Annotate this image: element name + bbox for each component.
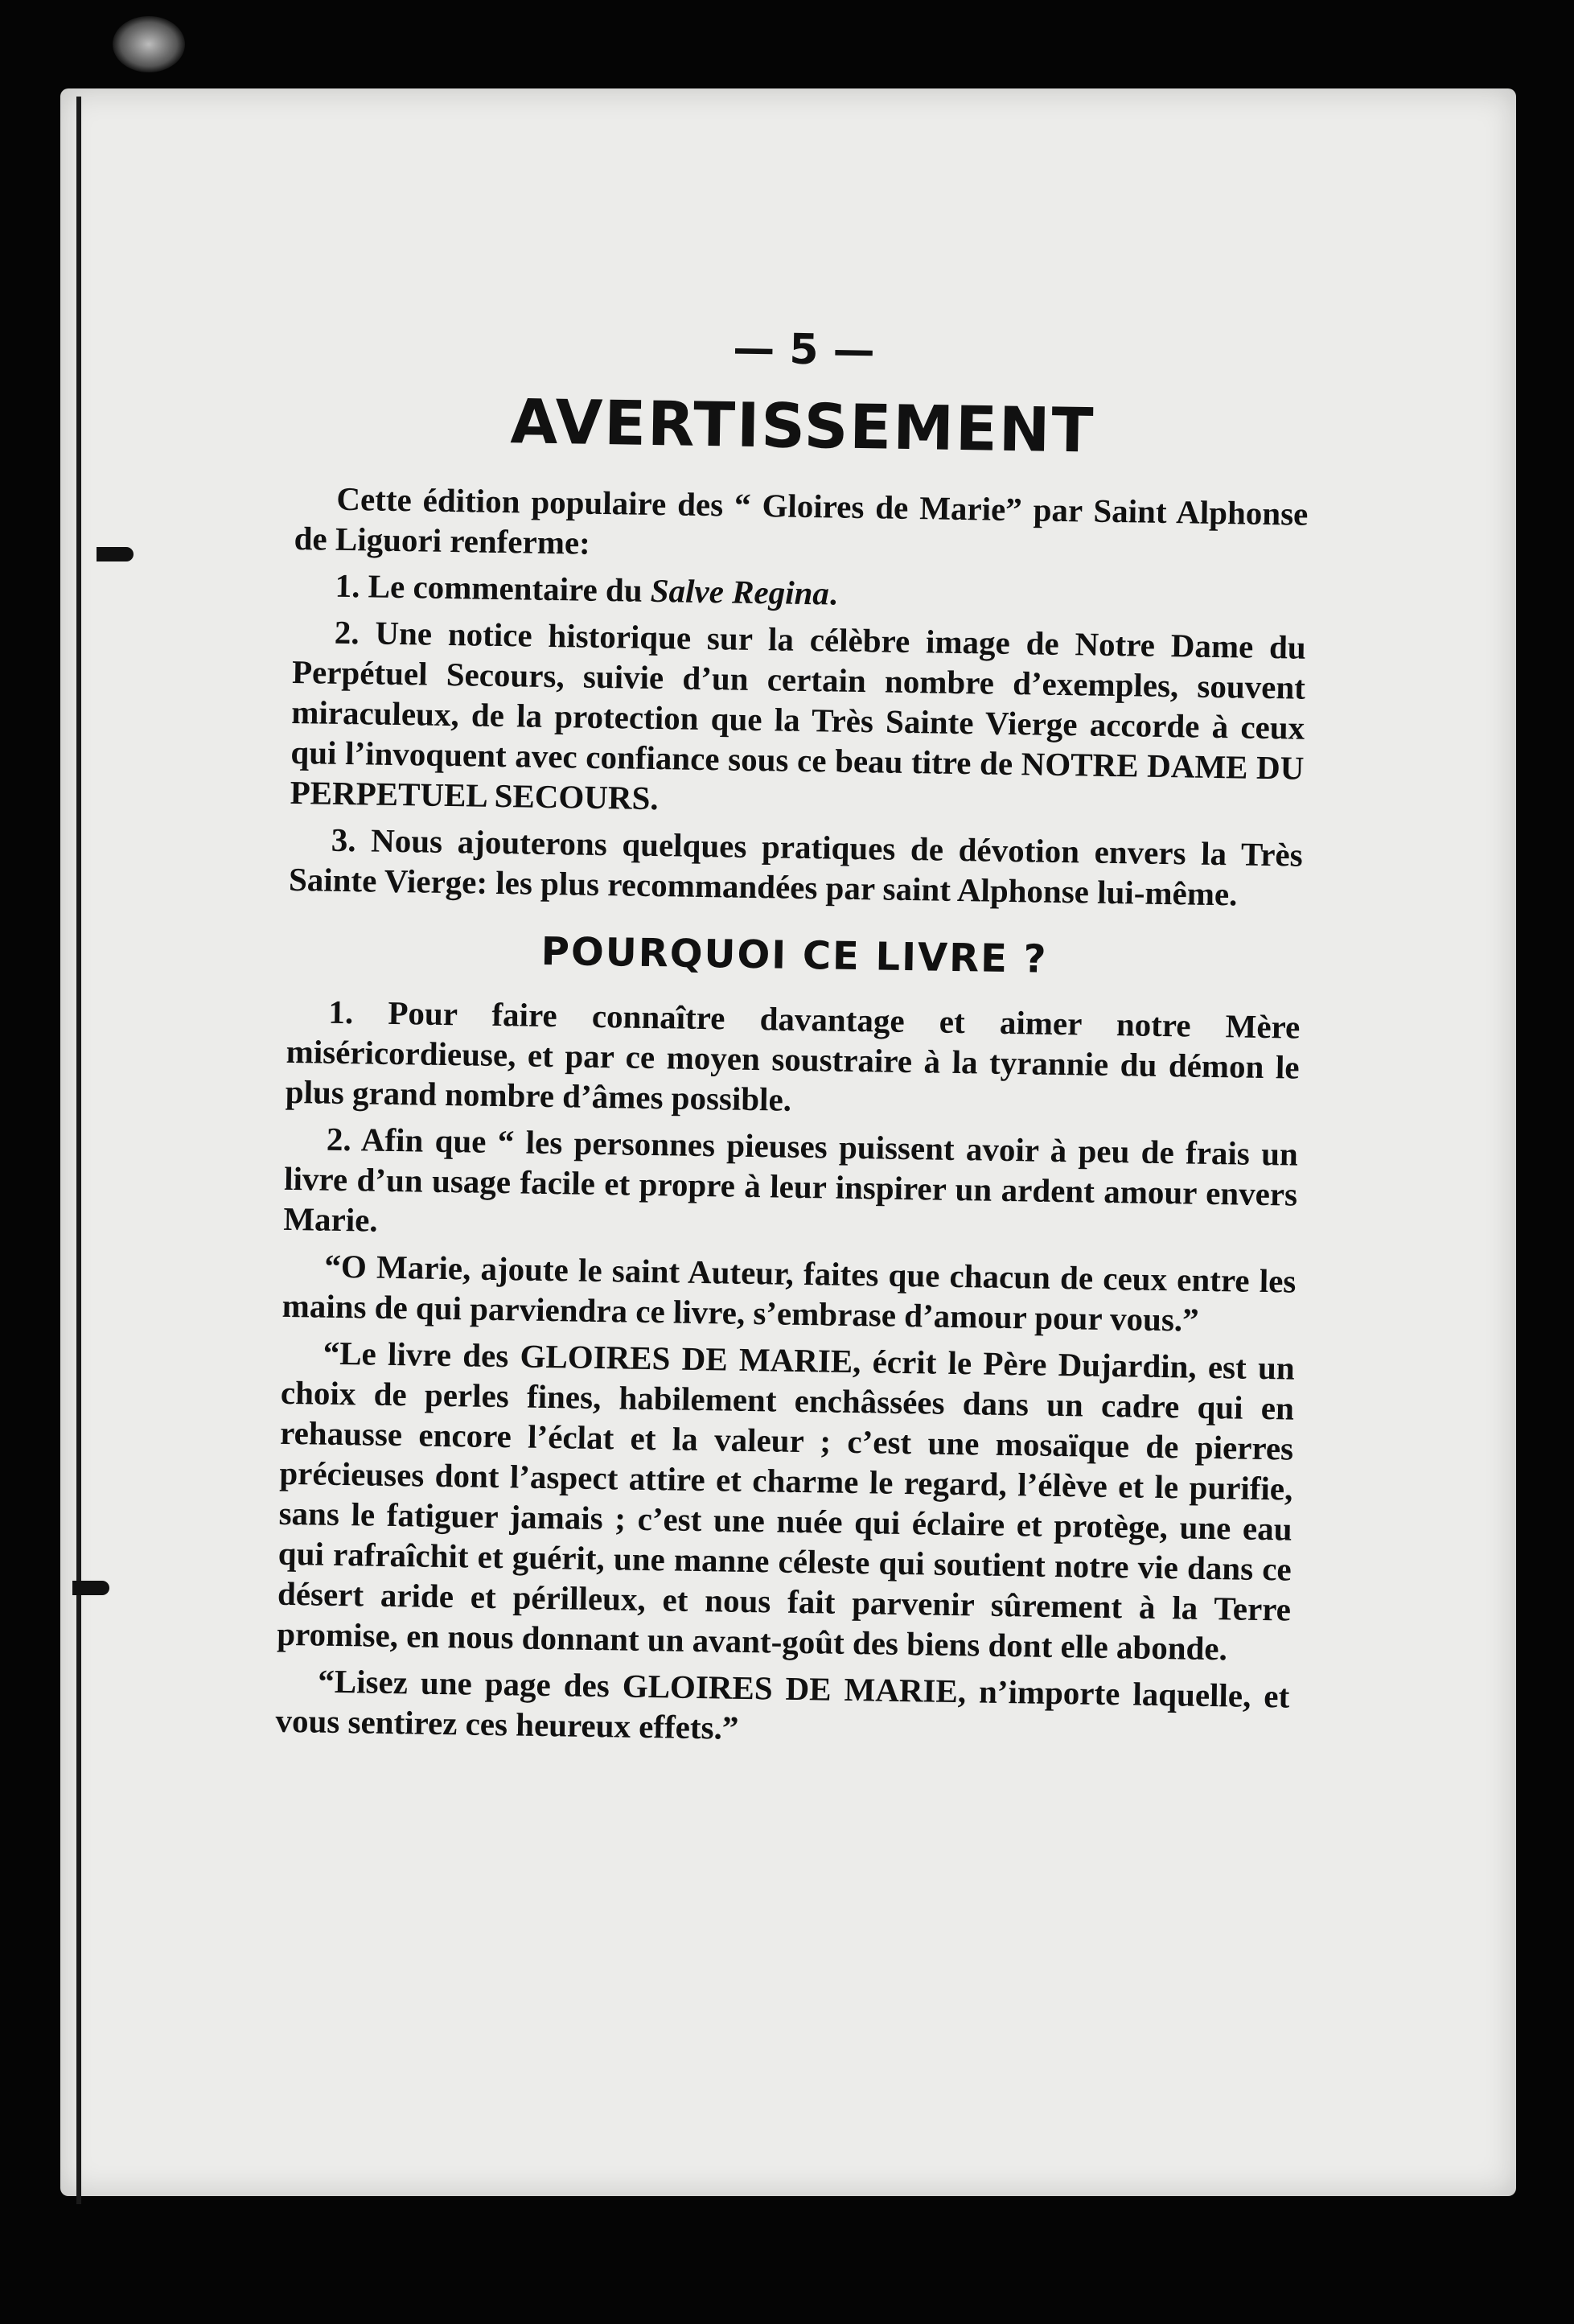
quote-2-paragraph: “Le livre des GLOIRES DE MARIE, écrit le Père Dujardin, est un choix de perles fines, habilement enchâssées dans un cadre qui en rehausse encore l’éclat et la valeur ; c’est une mosaïque de pierres précieuses dont l’aspect attire et charme le regard, l’élève et le purifie, sans le fatiguer jamais ; c’est une nuée qui éclaire et protège, une eau qui rafraîchit et guérit, une manne céleste qui soutient notre vie dans ce désert aride et périlleux, et nous fait parvenir sûrement à la Terre promise, en nous donnant un avant-goût des biens dont elle abonde. bbox=[276, 1334, 1296, 1668]
item-3-paragraph: 3. Nous ajouterons quelques pratiques de dévotion envers la Très Sainte Vierge: les plus recommandées par saint Alphonse lui-même. bbox=[288, 821, 1304, 913]
item-2-paragraph: 2. Une notice historique sur la célèbre image de Notre Dame du Perpétuel Secours, suivie d’un certain nombre d’exemples, souvent miraculeux, de la protection que la Très Sainte Vierge accorde à ceux qui l’invoquent avec confiance sous ce beau titre de NOTRE DAME DU PERPETUEL SECOURS. bbox=[290, 613, 1307, 817]
page-number: — 5 — bbox=[732, 324, 876, 376]
item-1-emphasis: Salve Regina bbox=[650, 571, 830, 612]
scan-glare bbox=[113, 16, 185, 72]
section-title-pourquoi: POURQUOI CE LIVRE ? bbox=[540, 928, 1048, 982]
section-title-avertissement: AVERTISSEMENT bbox=[510, 385, 1095, 467]
page-content bbox=[275, 318, 1311, 1763]
quote-3-paragraph: “Lisez une page des GLOIRES DE MARIE, n’importe laquelle, et vous sentirez ces heureux effets.” bbox=[275, 1662, 1290, 1746]
intro-paragraph: Cette édition populaire des “ Gloires de Marie” par Saint Alphonse de Liguori renferme: bbox=[294, 479, 1309, 561]
quote-1-paragraph: “O Marie, ajoute le saint Auteur, faites que chacun de ceux entre les mains de qui parviendra ce livre, s’embrase d’amour pour vous.” bbox=[282, 1247, 1297, 1339]
page-gutter-edge bbox=[76, 97, 81, 2204]
gutter-mark-bottom bbox=[72, 1581, 109, 1595]
item-1-suffix: . bbox=[828, 574, 838, 612]
reason-2-paragraph: 2. Afin que “ les personnes pieuses puissent avoir à peu de frais un livre d’un usage facile et propre à leur inspirer un ardent amour envers Marie. bbox=[283, 1120, 1299, 1239]
item-1-prefix: 1. Le commentaire du bbox=[335, 566, 651, 609]
gutter-mark-top bbox=[97, 547, 134, 561]
reason-1-paragraph: 1. Pour faire connaître davantage et aimer notre Mère miséricordieuse, et par ce moyen soustraire à la tyrannie du démon le plus grand nombre d’âmes possible. bbox=[285, 993, 1301, 1118]
item-1-paragraph bbox=[293, 565, 1307, 621]
